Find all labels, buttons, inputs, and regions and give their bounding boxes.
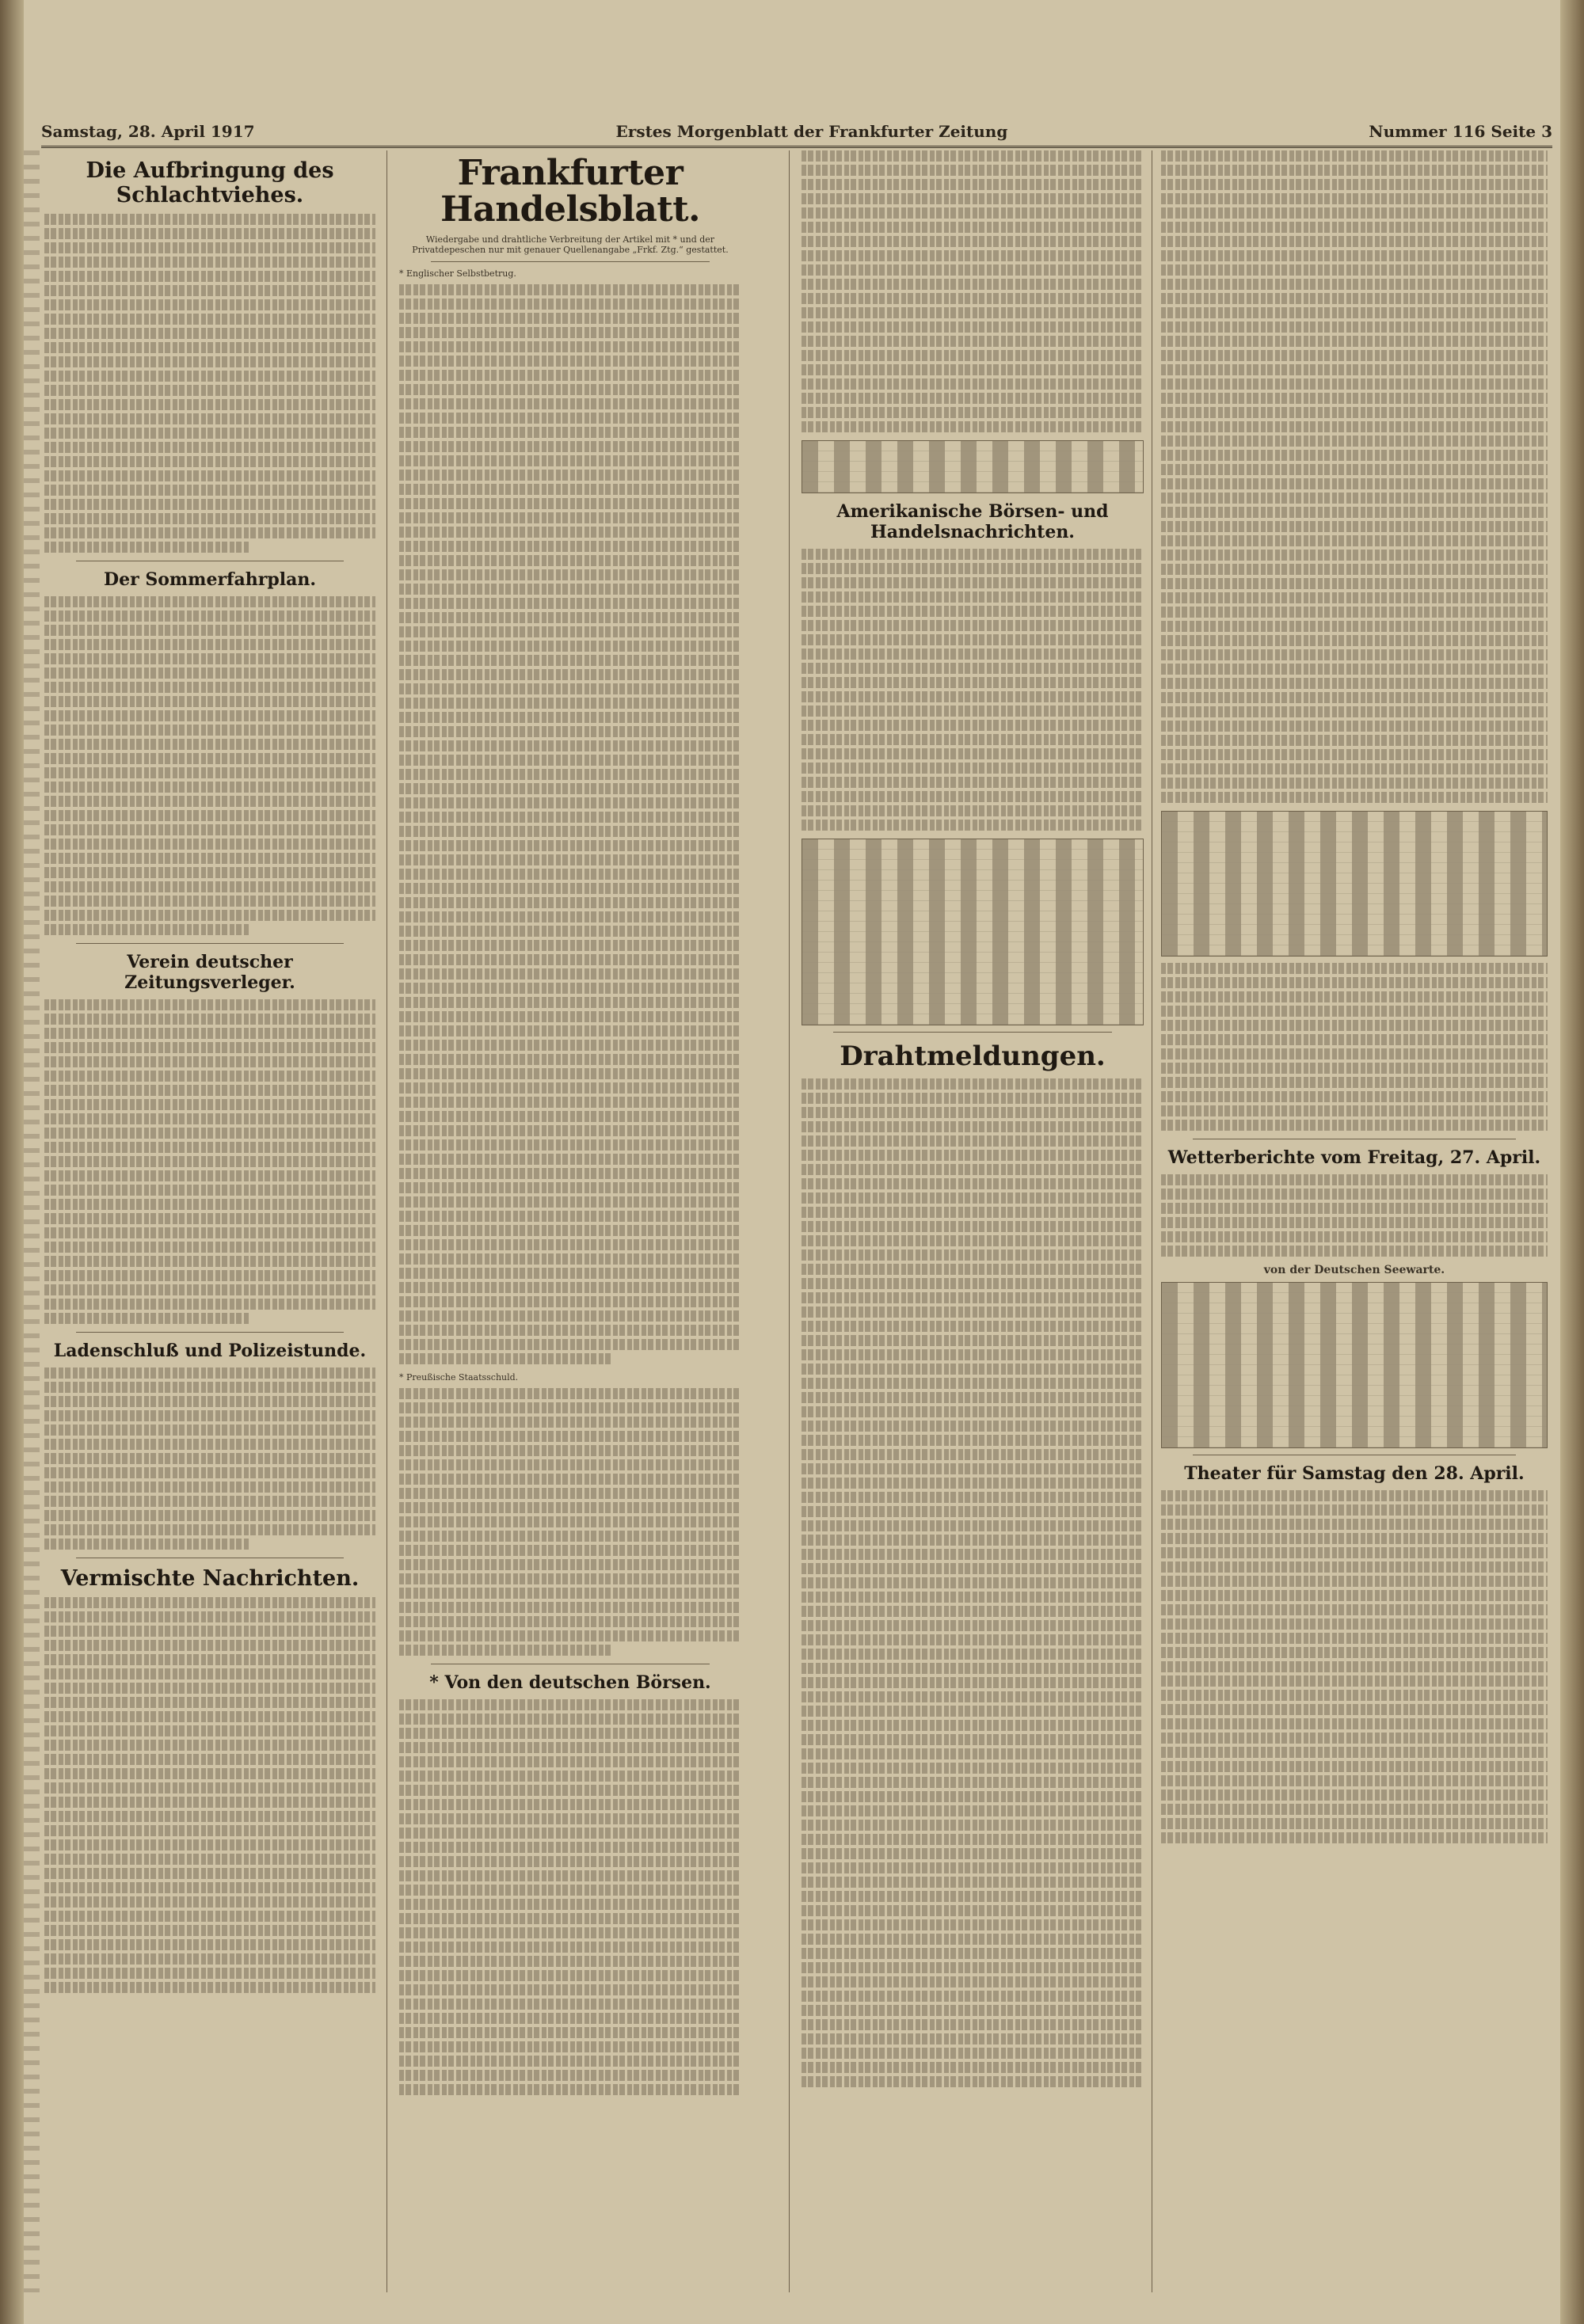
market-table: [802, 839, 1144, 1025]
masthead-subtitle: Wiedergabe und drahtliche Verbreitung der Artikel mit * und der Privatdepeschen nur mit genauer Quellenangabe „Frkf. Ztg.“ gestattet.: [412, 234, 729, 255]
article-heading: Amerikanische Börsen- und Handelsnachrichten.: [836, 501, 1109, 542]
article-heading: Vermischte Nachrichten.: [60, 1566, 360, 1591]
section-heading: Theater für Samstag den 28. April.: [1184, 1463, 1525, 1484]
article-body: [44, 1597, 375, 1993]
column-2: [396, 150, 744, 2292]
column-3: [798, 150, 1147, 2292]
article-heading: Ladenschluß und Polizeistunde.: [53, 1341, 367, 1361]
exchange-table: [1161, 811, 1548, 957]
weather-subheading: von der Deutschen Seewarte.: [1263, 1264, 1445, 1276]
facing-page-margin: [24, 150, 40, 2292]
article-body: [44, 596, 375, 935]
page-header: [41, 109, 1552, 148]
header-date: Samstag, 28. April 1917: [41, 122, 255, 141]
article-body: [802, 549, 1144, 831]
article-heading: Der Sommerfahrplan.: [104, 569, 316, 590]
article-lead: * Preußische Staatsschuld.: [399, 1372, 519, 1383]
article-heading: Verein deutscher Zeitungsverleger.: [124, 952, 295, 993]
column-4: [1158, 150, 1551, 2292]
market-table: [802, 440, 1144, 493]
article-body: [399, 1699, 741, 2095]
header-paper-title: Erstes Morgenblatt der Frankfurter Zeitung: [615, 122, 1008, 141]
theater-listing: [1161, 1490, 1548, 1843]
article-body: [399, 1388, 741, 1656]
article-body: [44, 999, 375, 1324]
article-body: [1161, 150, 1548, 803]
article-body: [802, 1078, 1144, 2087]
page-edge: [1560, 0, 1584, 2324]
article-body: [399, 284, 741, 1364]
article-body: [1161, 963, 1548, 1131]
article-heading: * Von den deutschen Börsen.: [429, 1672, 711, 1693]
column-rule: [386, 150, 387, 2292]
article-body: [1161, 1174, 1548, 1257]
weather-table: [1161, 1282, 1548, 1448]
book-binding: [0, 0, 24, 2324]
header-page-number: Nummer 116 Seite 3: [1369, 122, 1552, 141]
column-1: [41, 150, 379, 2292]
article-lead: * Englischer Selbstbetrug.: [399, 268, 516, 279]
article-body: [44, 1367, 375, 1550]
article-body: [44, 214, 375, 553]
article-heading: Die Aufbringung des Schlachtviehes.: [86, 158, 334, 207]
section-heading: Wetterberichte vom Freitag, 27. April.: [1167, 1147, 1541, 1168]
section-heading: Drahtmeldungen.: [840, 1040, 1106, 1072]
column-rule: [789, 150, 790, 2292]
section-masthead: Frankfurter Handelsblatt.: [440, 153, 700, 230]
article-body: [802, 150, 1144, 432]
